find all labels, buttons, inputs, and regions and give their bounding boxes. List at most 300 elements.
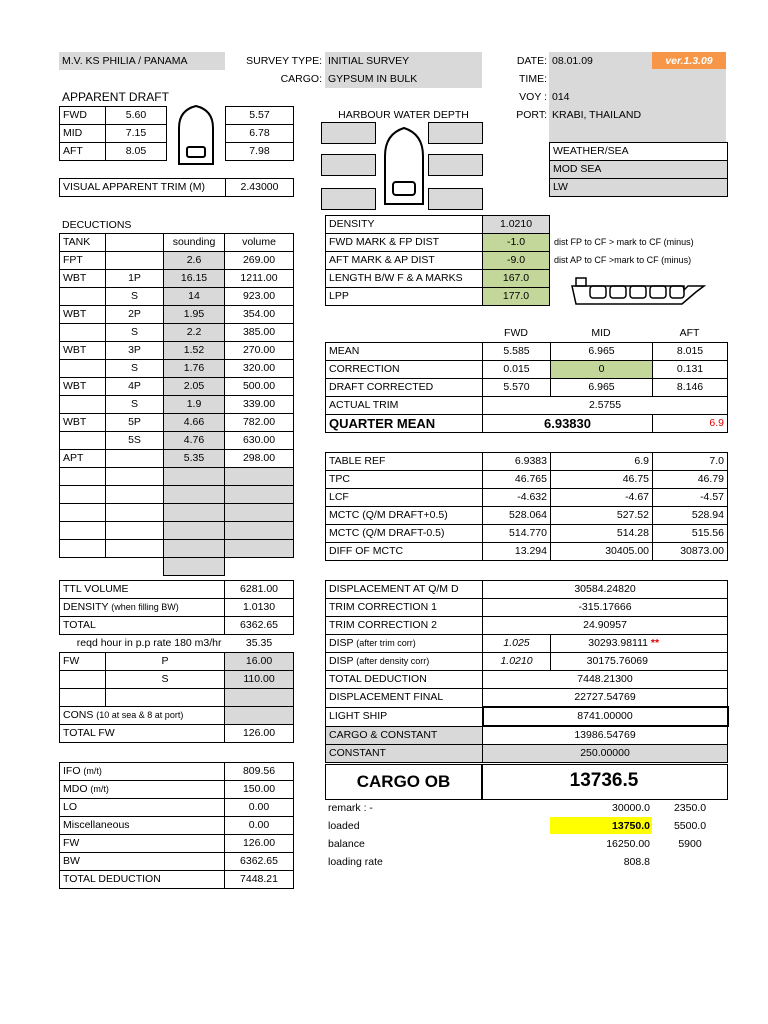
sounding: 2.2 (164, 324, 225, 342)
cons-text: CONS (63, 709, 94, 721)
cargo-ob-label: CARGO OB (356, 772, 451, 791)
draft-stbd-value: 5.57 (226, 107, 294, 125)
tank-id (106, 522, 164, 540)
actual-trim-value: 2.5755 (483, 397, 728, 415)
draft-port-value: 7.15 (106, 125, 167, 143)
summary-table (59, 762, 294, 889)
table-row (326, 671, 728, 689)
tank-id (106, 450, 164, 468)
summary-label (60, 871, 225, 889)
tank-name (60, 558, 106, 576)
aft-mark-value: -9.0 (483, 252, 550, 270)
table-row (60, 799, 294, 817)
length-label: LENGTH B/W F & A MARKS (326, 270, 483, 288)
table-row (226, 143, 294, 161)
table-row (326, 270, 550, 288)
survey-type-label: SURVEY TYPE: (246, 55, 322, 67)
table-row (60, 763, 294, 781)
tank-name: WBT (60, 378, 106, 396)
disp-value: 250.00000 (483, 745, 728, 763)
deductions-title: DECUCTIONS (62, 219, 132, 231)
table-row (550, 143, 728, 161)
tank-id: 5P (106, 414, 164, 432)
table-row (60, 653, 294, 671)
table-row (60, 871, 294, 889)
reqd-hour-value: 35.35 (245, 637, 273, 649)
table-row (326, 707, 728, 726)
tank-id: 3P (106, 342, 164, 360)
mean-mid: 6.965 (551, 343, 653, 361)
table-row (60, 835, 294, 853)
summary-unit: (m/t) (90, 784, 109, 794)
sounding: 4.76 (164, 432, 225, 450)
table-row (326, 689, 728, 708)
tank-name (60, 360, 106, 378)
table-row (60, 725, 294, 743)
table-row (326, 617, 728, 635)
tank-id: 4P (106, 378, 164, 396)
total-fw-label: TOTAL FW (60, 725, 225, 743)
disp-label (326, 653, 483, 671)
table-row (326, 599, 728, 617)
summary-label-text: BW (63, 855, 80, 867)
ref-value: 7.0 (653, 453, 728, 471)
lpp-label: LPP (326, 288, 483, 306)
apparent-draft-stbd-table (225, 106, 294, 161)
table-row (60, 414, 294, 432)
draft-label: MID (60, 125, 106, 143)
tank-name: WBT (60, 414, 106, 432)
version-badge: ver.1.3.09 (665, 55, 713, 67)
ttl-volume-label: TTL VOLUME (60, 581, 225, 599)
port-label: PORT: (516, 109, 547, 121)
tank-name (60, 504, 106, 522)
table-row (550, 161, 728, 179)
fwd-mark-value: -1.0 (483, 234, 550, 252)
tank-name (60, 288, 106, 306)
density-table (325, 215, 550, 306)
survey-type-value: INITIAL SURVEY (328, 55, 410, 67)
sounding (164, 522, 225, 540)
table-row (60, 689, 294, 707)
column-header (106, 234, 164, 252)
table-row (60, 486, 294, 504)
table-row (60, 324, 294, 342)
total-value: 6362.65 (225, 617, 294, 635)
weather-label: WEATHER/SEA (550, 143, 728, 161)
table-row (60, 599, 294, 617)
table-row (60, 306, 294, 324)
ref-label: MCTC (Q/M DRAFT+0.5) (326, 507, 483, 525)
ref-value: 514.770 (483, 525, 551, 543)
ref-value: 46.75 (551, 471, 653, 489)
ref-value: 515.56 (653, 525, 728, 543)
table-row (60, 540, 294, 558)
ref-value: 30405.00 (551, 543, 653, 561)
date-label: DATE: (516, 55, 547, 67)
volume: 339.00 (225, 396, 294, 414)
table-row (60, 288, 294, 306)
draft-calc-table (325, 342, 728, 433)
table-row (60, 125, 167, 143)
table-row (60, 522, 294, 540)
sounding: 1.52 (164, 342, 225, 360)
table-row (326, 543, 728, 561)
summary-label-text: LO (63, 801, 78, 813)
sounding (164, 504, 225, 522)
summary-label (60, 781, 225, 799)
summary-value: 809.56 (225, 763, 294, 781)
tank-name (60, 432, 106, 450)
summary-label (60, 763, 225, 781)
visual-trim-value: 2.43000 (226, 179, 294, 197)
density-fill-value: 1.0130 (225, 599, 294, 617)
disp-label: LIGHT SHIP (326, 707, 483, 726)
volume: 320.00 (225, 360, 294, 378)
tank-id (106, 558, 164, 576)
tank-id (106, 540, 164, 558)
disp-value: -315.17666 (483, 599, 728, 617)
corrected-aft: 8.146 (653, 379, 728, 397)
disp-label: CARGO & CONSTANT (326, 726, 483, 745)
correction-mid: 0 (551, 361, 653, 379)
ref-value: -4.67 (551, 489, 653, 507)
depth-cell (321, 122, 376, 144)
quarter-mean-value: 6.93830 (483, 415, 653, 433)
tank-id: 2P (106, 306, 164, 324)
displacement-table (325, 580, 729, 763)
quarter-mean-label: QUARTER MEAN (326, 415, 483, 433)
tank-name: FPT (60, 252, 106, 270)
tide-state: LW (550, 179, 728, 197)
volume (225, 558, 294, 576)
aft-mark-label: AFT MARK & AP DIST (326, 252, 483, 270)
summary-value: 0.00 (225, 799, 294, 817)
disp-value-cell (551, 653, 728, 671)
density-fill-label (60, 599, 225, 617)
mean-fwd: 5.585 (483, 343, 551, 361)
table-row (550, 179, 728, 197)
sea-state: MOD SEA (550, 161, 728, 179)
col-header-fwd: FWD (504, 327, 528, 339)
table-row (60, 581, 294, 599)
table-row (60, 617, 294, 635)
disp-label (326, 635, 483, 653)
ref-label: DIFF OF MCTC (326, 543, 483, 561)
balance-value: 16250.00 (606, 838, 650, 850)
column-header: sounding (164, 234, 225, 252)
sounding: 16.15 (164, 270, 225, 288)
disp-label: TRIM CORRECTION 1 (326, 599, 483, 617)
deductions-table (59, 233, 294, 576)
table-row (60, 853, 294, 871)
date-value: 08.01.09 (552, 55, 593, 67)
table-row (60, 504, 294, 522)
table-header-row (60, 234, 294, 252)
volume: 269.00 (225, 252, 294, 270)
volume: 270.00 (225, 342, 294, 360)
table-row (226, 125, 294, 143)
disp-density: 1.025 (483, 635, 551, 653)
depth-cell (428, 154, 483, 176)
sounding (164, 558, 225, 576)
volume: 782.00 (225, 414, 294, 432)
harbour-depth-title: HARBOUR WATER DEPTH (338, 109, 469, 121)
depth-cell (321, 154, 376, 176)
summary-label (60, 817, 225, 835)
ship-side-view-icon (570, 276, 706, 306)
table-row (326, 234, 550, 252)
table-row (60, 396, 294, 414)
tank-id: 1P (106, 270, 164, 288)
draft-port-value: 5.60 (106, 107, 167, 125)
ref-label: TPC (326, 471, 483, 489)
table-row (326, 653, 728, 671)
port-value: KRABI, THAILAND (552, 109, 642, 121)
cargo-label: CARGO: (280, 73, 322, 85)
table-row (326, 489, 728, 507)
ref-value: 46.765 (483, 471, 551, 489)
loading-rate-value: 808.8 (623, 856, 650, 868)
summary-label-text: FW (63, 837, 80, 849)
table-row (326, 453, 728, 471)
col-header-mid: MID (591, 327, 611, 339)
mean-label: MEAN (326, 343, 483, 361)
tank-id (106, 252, 164, 270)
ref-value: 528.94 (653, 507, 728, 525)
tank-name (60, 522, 106, 540)
corrected-mid: 6.965 (551, 379, 653, 397)
table-row (60, 781, 294, 799)
summary-value: 126.00 (225, 835, 294, 853)
remark-value: 30000.0 (612, 802, 650, 814)
disp-note: (after density corr) (356, 656, 430, 666)
reqd-hour-label: reqd hour in p.p rate 180 m3/hr (76, 637, 222, 649)
sounding: 14 (164, 288, 225, 306)
fw-label: FW (60, 653, 106, 671)
table-row (326, 361, 728, 379)
table-row (226, 107, 294, 125)
ref-label: MCTC (Q/M DRAFT-0.5) (326, 525, 483, 543)
mean-aft: 8.015 (653, 343, 728, 361)
summary-value: 0.00 (225, 817, 294, 835)
summary-label-text: IFO (63, 765, 81, 777)
col-header-aft: AFT (679, 327, 700, 339)
volume: 500.00 (225, 378, 294, 396)
aft-mark-note: dist AP to CF >mark to CF (minus) (554, 255, 692, 265)
volume (225, 540, 294, 558)
ref-value: 13.294 (483, 543, 551, 561)
remark-extra: 2350.0 (673, 802, 707, 814)
apparent-draft-port-table (59, 106, 167, 161)
ship-top-view-icon (176, 104, 216, 166)
sounding: 1.95 (164, 306, 225, 324)
tank-id: 5S (106, 432, 164, 450)
disp-label: TRIM CORRECTION 2 (326, 617, 483, 635)
disp-value: 24.90957 (483, 617, 728, 635)
loaded-label: loaded (328, 820, 360, 832)
draft-label: FWD (60, 107, 106, 125)
voy-value: 014 (552, 91, 570, 103)
summary-label (60, 799, 225, 817)
sounding: 1.76 (164, 360, 225, 378)
volume: 630.00 (225, 432, 294, 450)
ttl-volume-value: 6281.00 (225, 581, 294, 599)
disp-value: 7448.21300 (483, 671, 728, 689)
deductions-totals-table (59, 580, 294, 743)
volume: 1211.00 (225, 270, 294, 288)
volume: 923.00 (225, 288, 294, 306)
vessel-name: M.V. KS PHILIA / PANAMA (62, 55, 188, 67)
table-row (60, 707, 294, 725)
tank-name: WBT (60, 270, 106, 288)
density-fill-text: DENSITY (63, 601, 109, 613)
density-value: 1.0210 (483, 216, 550, 234)
column-header: volume (225, 234, 294, 252)
fw-value: 16.00 (225, 653, 294, 671)
disp-label-text: DISP (329, 655, 354, 667)
draft-stbd-value: 6.78 (226, 125, 294, 143)
disp-note: (after trim corr) (356, 638, 416, 648)
table-row (326, 525, 728, 543)
ref-value: 6.9 (551, 453, 653, 471)
tank-id: S (106, 360, 164, 378)
loaded-extra: 5500.0 (673, 820, 707, 832)
loading-rate-label: loading rate (328, 856, 383, 868)
voy-label: VOY : (519, 91, 547, 103)
depth-cell (428, 122, 483, 144)
ref-value: 514.28 (551, 525, 653, 543)
ref-value: 527.52 (551, 507, 653, 525)
volume (225, 468, 294, 486)
tank-id: S (106, 324, 164, 342)
tank-name (60, 324, 106, 342)
volume: 298.00 (225, 450, 294, 468)
cargo-ob-value: 13736.5 (569, 770, 639, 791)
table-row (60, 558, 294, 576)
table-row (60, 450, 294, 468)
disp-value: 22727.54769 (483, 689, 728, 708)
sounding (164, 468, 225, 486)
table-row (326, 635, 728, 653)
fwd-mark-label: FWD MARK & FP DIST (326, 234, 483, 252)
tank-id: S (106, 396, 164, 414)
table-row (60, 378, 294, 396)
tank-name: APT (60, 450, 106, 468)
ref-value: 528.064 (483, 507, 551, 525)
disp-value: 30584.24820 (483, 581, 728, 599)
table-row (60, 671, 294, 689)
loaded-value: 13750.0 (612, 820, 650, 832)
table-row (60, 360, 294, 378)
table-row (60, 468, 294, 486)
fw-value: 110.00 (225, 671, 294, 689)
ref-value: 46.79 (653, 471, 728, 489)
fwd-mark-note: dist FP to CF > mark to CF (minus) (554, 237, 694, 247)
summary-value: 6362.65 (225, 853, 294, 871)
summary-value: 7448.21 (225, 871, 294, 889)
table-row (326, 726, 728, 745)
table-row (60, 635, 294, 653)
disp-value: 13986.54769 (483, 726, 728, 745)
sounding: 2.6 (164, 252, 225, 270)
disp-value: 30293.98111 (588, 637, 648, 649)
disp-density: 1.0210 (483, 653, 551, 671)
ref-value: -4.57 (653, 489, 728, 507)
ref-value: -4.632 (483, 489, 551, 507)
time-label: TIME: (519, 73, 547, 85)
draft-port-value: 8.05 (106, 143, 167, 161)
weather-table (549, 142, 728, 197)
summary-unit: (m/t) (83, 766, 102, 776)
table-row (326, 397, 728, 415)
table-row (60, 817, 294, 835)
sounding: 4.66 (164, 414, 225, 432)
draft-corrected-label: DRAFT CORRECTED (326, 379, 483, 397)
tank-name (60, 468, 106, 486)
column-header: TANK (60, 234, 106, 252)
sounding: 2.05 (164, 378, 225, 396)
draft-stbd-value: 7.98 (226, 143, 294, 161)
disp-label-text: DISP (329, 637, 354, 649)
lpp-value: 177.0 (483, 288, 550, 306)
tank-id (106, 468, 164, 486)
volume (225, 504, 294, 522)
ref-label: TABLE REF (326, 453, 483, 471)
disp-flag: ** (650, 637, 660, 649)
total-label: TOTAL (60, 617, 225, 635)
table-row (60, 107, 167, 125)
summary-label-text: TOTAL DEDUCTION (63, 873, 161, 885)
tank-id (106, 504, 164, 522)
actual-trim-label: ACTUAL TRIM (326, 397, 483, 415)
ref-value: 6.9383 (483, 453, 551, 471)
table-row (326, 288, 550, 306)
disp-value-cell (551, 635, 728, 653)
volume (225, 486, 294, 504)
ref-label: LCF (326, 489, 483, 507)
sounding: 5.35 (164, 450, 225, 468)
summary-value: 150.00 (225, 781, 294, 799)
table-row (326, 415, 728, 433)
table-ref (325, 452, 728, 561)
summary-label (60, 853, 225, 871)
volume (225, 522, 294, 540)
table-row (60, 270, 294, 288)
table-row (326, 471, 728, 489)
table-row (60, 252, 294, 270)
summary-label-text: MDO (63, 783, 88, 795)
correction-fwd: 0.015 (483, 361, 551, 379)
tank-name (60, 396, 106, 414)
sounding: 1.9 (164, 396, 225, 414)
balance-label: balance (328, 838, 365, 850)
fw-side: S (106, 671, 225, 689)
tank-name: WBT (60, 306, 106, 324)
disp-label: CONSTANT (326, 745, 483, 763)
visual-trim-table (59, 178, 294, 197)
disp-label: TOTAL DEDUCTION (326, 671, 483, 689)
table-row (326, 379, 728, 397)
cargo-value: GYPSUM IN BULK (328, 73, 418, 85)
table-row (326, 507, 728, 525)
table-row (326, 581, 728, 599)
correction-label: CORRECTION (326, 361, 483, 379)
total-fw-value: 126.00 (225, 725, 294, 743)
sounding (164, 540, 225, 558)
disp-label: DISPLACEMENT AT Q/M D (326, 581, 483, 599)
tank-name (60, 486, 106, 504)
